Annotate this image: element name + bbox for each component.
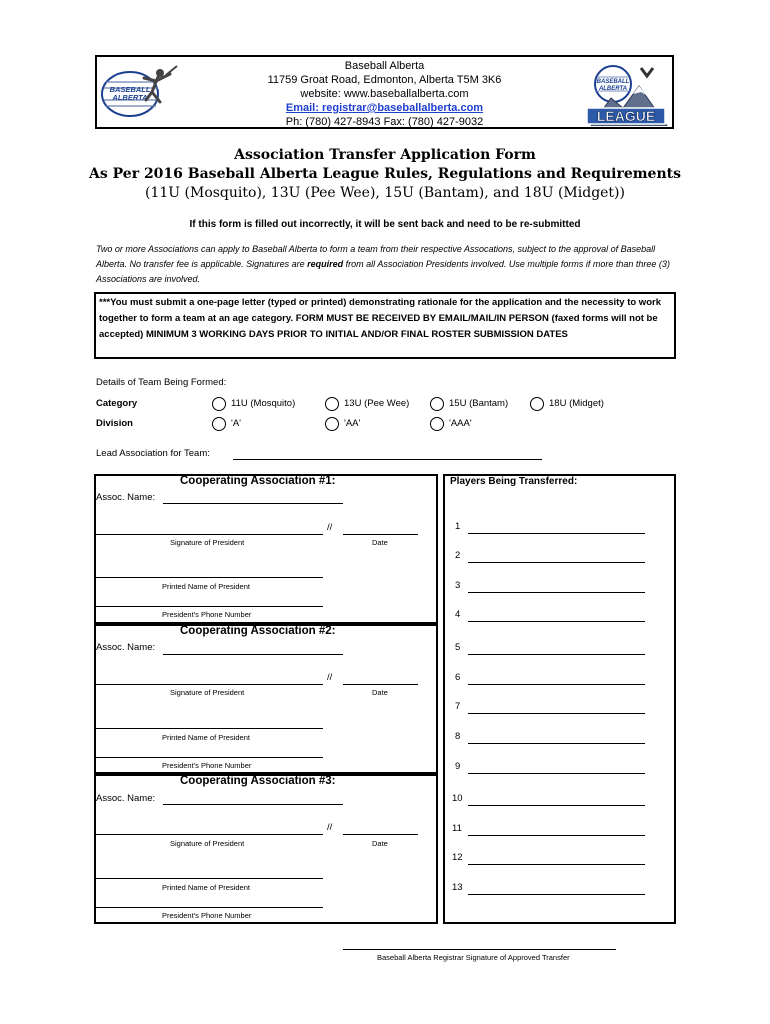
division-aa-label: 'AA' xyxy=(344,418,361,429)
logo-left-word1: BASEBALL xyxy=(109,85,151,94)
intro-required: required xyxy=(307,259,344,269)
logo-right-word1: BASEBALL xyxy=(596,79,630,85)
player-number-12: 12 xyxy=(452,852,463,863)
player-7-field[interactable] xyxy=(468,713,645,714)
baseball-alberta-logo xyxy=(100,64,178,122)
player-3-field[interactable] xyxy=(468,592,645,593)
form-age-categories: (11U (Mosquito), 13U (Pee Wee), 15U (Bantam), and 18U (Midget)) xyxy=(145,185,625,201)
division-a-label: 'A' xyxy=(231,418,241,429)
association-3-date-caption: Date xyxy=(372,839,388,848)
lead-association-label: Lead Association for Team: xyxy=(96,448,210,459)
player-number-8: 8 xyxy=(455,731,461,742)
player-12-field[interactable] xyxy=(468,864,645,865)
players-title: Players Being Transferred: xyxy=(450,476,578,487)
form-subtitle: As Per 2016 Baseball Alberta League Rules, Regulations and Requirements xyxy=(89,166,681,182)
logo-right-word2: ALBERTA xyxy=(598,86,628,92)
association-3-name-field[interactable] xyxy=(163,804,343,805)
association-2-signature-field[interactable] xyxy=(96,684,323,685)
category-13u-label: 13U (Pee Wee) xyxy=(344,398,410,409)
association-2-date-caption: Date xyxy=(372,688,388,697)
logo-left-word2: ALBERTA xyxy=(112,93,148,102)
association-2-title: Cooperating Association #2: xyxy=(180,625,336,637)
category-11u-label: 11U (Mosquito) xyxy=(231,398,296,409)
association-2-phone-caption: President's Phone Number xyxy=(162,761,252,770)
submission-notice: ***You must submit a one-page letter (typed or printed) demonstrating rationale for the application and the necessity to work together to form a team at an age category. FORM MUST BE RECEIVED BY EMAIL/MAIL/IN PERSON (faxed forms will not be accepted) MINIMUM 3 WORKING DAYS PRIOR TO INITIAL AND/OR FINAL ROSTER SUBMISSION DATES xyxy=(94,292,676,359)
player-number-4: 4 xyxy=(455,609,461,620)
division-label: Division xyxy=(96,418,133,429)
player-1-field[interactable] xyxy=(468,533,645,534)
division-aaa-label: 'AAA' xyxy=(449,418,472,429)
players-box xyxy=(443,474,676,924)
association-1-name-field[interactable] xyxy=(163,503,343,504)
association-3-signature-caption: Signature of President xyxy=(170,839,245,848)
association-2-name-label: Assoc. Name: xyxy=(96,642,156,653)
lead-association-field[interactable] xyxy=(233,459,542,460)
player-5-field[interactable] xyxy=(468,654,645,655)
association-1-slashes: // xyxy=(327,522,333,533)
association-3-printed-name-caption: Printed Name of President xyxy=(162,883,250,892)
association-2-date-field[interactable] xyxy=(343,684,418,685)
association-1-date-caption: Date xyxy=(372,538,388,547)
org-website[interactable]: website: www.baseballalberta.com xyxy=(300,88,469,100)
org-name: Baseball Alberta xyxy=(344,60,425,72)
association-1-signature-caption: Signature of President xyxy=(170,538,245,547)
form-title: Association Transfer Application Form xyxy=(234,147,536,163)
intro-paragraph: Two or more Associations can apply to Baseball Alberta to form a team from their respective Assocations, subject to the approval of Baseball Alberta. No transfer fee is applicable. Signatures are required from all Association Presidents involved. Use multiple forms if more than three (3) Associations are involved. xyxy=(96,244,670,284)
player-11-field[interactable] xyxy=(468,835,645,836)
category-18u-label: 18U (Midget) xyxy=(549,398,604,409)
player-10-field[interactable] xyxy=(468,805,645,806)
association-3-title: Cooperating Association #3: xyxy=(180,775,336,787)
player-number-11: 11 xyxy=(452,823,462,834)
division-aa-radio[interactable] xyxy=(325,417,339,431)
association-3-printed-name-field[interactable] xyxy=(96,878,323,879)
player-number-13: 13 xyxy=(452,882,463,893)
association-2-name-field[interactable] xyxy=(163,654,343,655)
association-3-date-field[interactable] xyxy=(343,834,418,835)
registrar-signature-field[interactable] xyxy=(343,949,616,950)
registrar-signature-caption: Baseball Alberta Registrar Signature of Approved Transfer xyxy=(377,953,570,962)
logo-right-word3: LEAGUE xyxy=(596,108,656,124)
player-13-field[interactable] xyxy=(468,894,645,895)
resubmit-warning: If this form is filled out incorrectly, it will be sent back and need to be re-submitted xyxy=(189,219,581,230)
player-number-5: 5 xyxy=(455,642,461,653)
player-number-3: 3 xyxy=(455,580,461,591)
category-15u-radio[interactable] xyxy=(430,397,444,411)
association-2-printed-name-field[interactable] xyxy=(96,728,323,729)
association-1-title: Cooperating Association #1: xyxy=(180,475,336,487)
player-number-9: 9 xyxy=(455,761,461,772)
player-number-2: 2 xyxy=(455,550,461,561)
player-6-field[interactable] xyxy=(468,684,645,685)
association-1-name-label: Assoc. Name: xyxy=(96,492,156,503)
association-1-date-field[interactable] xyxy=(343,534,418,535)
association-1-signature-field[interactable] xyxy=(96,534,323,535)
association-1-printed-name-caption: Printed Name of President xyxy=(162,582,250,591)
baseball-alberta-league-logo xyxy=(583,64,669,126)
category-13u-radio[interactable] xyxy=(325,397,339,411)
association-2-phone-field[interactable] xyxy=(96,757,323,758)
team-details-label: Details of Team Being Formed: xyxy=(96,377,227,388)
player-number-7: 7 xyxy=(455,701,461,712)
association-3-slashes: // xyxy=(327,822,333,833)
association-1-phone-caption: President's Phone Number xyxy=(162,610,252,619)
association-2-slashes: // xyxy=(327,672,333,683)
category-11u-radio[interactable] xyxy=(212,397,226,411)
player-number-6: 6 xyxy=(455,672,461,683)
association-2-signature-caption: Signature of President xyxy=(170,688,245,697)
org-email[interactable]: Email: registrar@baseballalberta.com xyxy=(285,102,484,114)
player-9-field[interactable] xyxy=(468,773,645,774)
association-2-printed-name-caption: Printed Name of President xyxy=(162,733,250,742)
association-1-printed-name-field[interactable] xyxy=(96,577,323,578)
player-8-field[interactable] xyxy=(468,743,645,744)
category-label: Category xyxy=(96,398,138,409)
association-3-phone-field[interactable] xyxy=(96,907,323,908)
category-15u-label: 15U (Bantam) xyxy=(449,398,509,409)
division-a-radio[interactable] xyxy=(212,417,226,431)
association-3-signature-field[interactable] xyxy=(96,834,323,835)
org-address: 11759 Groat Road, Edmonton, Alberta T5M 3K6 xyxy=(267,74,502,86)
player-number-1: 1 xyxy=(455,521,461,532)
association-3-name-label: Assoc. Name: xyxy=(96,793,156,804)
player-2-field[interactable] xyxy=(468,562,645,563)
org-phone-fax: Ph: (780) 427-8943 Fax: (780) 427-9032 xyxy=(285,116,484,128)
association-3-phone-caption: President's Phone Number xyxy=(162,911,252,920)
player-4-field[interactable] xyxy=(468,621,645,622)
category-18u-radio[interactable] xyxy=(530,397,544,411)
division-aaa-radio[interactable] xyxy=(430,417,444,431)
player-number-10: 10 xyxy=(452,793,463,804)
association-1-phone-field[interactable] xyxy=(96,606,323,607)
